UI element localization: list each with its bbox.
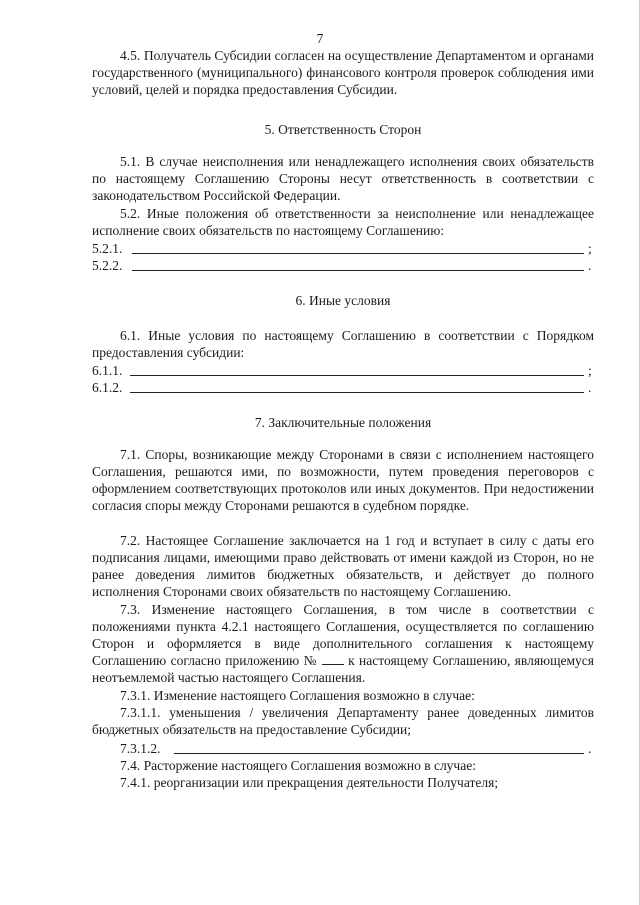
fill-in-line [130, 392, 584, 393]
clause-7-3-text-end: к настоящему Соглашению, являющемуся неотъемлемой частью настоящего Соглашения. [92, 653, 594, 685]
line-end: ; [588, 363, 592, 378]
clause-7-4: 7.4. Расторжение настоящего Соглашения возможно в случае: [120, 758, 476, 773]
clause-7-3-text: 7.3. Изменение настоящего Соглашения, в том числе в соответствии с положениями пункта 4.2.1 настоящего Соглашения, осуществляется по соглашению Сторон и оформляется в виде дополнительного соглашения к настоящему Соглашению согласно приложению № [92, 602, 594, 668]
line-end: . [588, 741, 592, 756]
line-label: 5.2.1. [92, 241, 123, 256]
blank-line-6-1-2 [92, 379, 594, 396]
page-number: 7 [316, 31, 324, 46]
line-label: 6.1.2. [92, 380, 123, 395]
section-heading-7: 7. Заключительные положения [254, 415, 432, 430]
fill-in-line [174, 753, 584, 754]
clause-5-2: 5.2. Иные положения об ответственности за неисполнение или ненадлежащее исполнение своих обязательств по настоящему Соглашению: [92, 206, 594, 238]
line-label: 7.3.1.2. [120, 741, 161, 756]
clause-7-2: 7.2. Настоящее Соглашение заключается на 1 год и вступает в силу с даты его подписания лицами, имеющими право действовать от имени каждой из Сторон, но не ранее доведения лимитов бюджетных обязательств, и действует до полного исполнения Сторонами своих обязательств по настоящему Соглашению. [92, 533, 594, 599]
blank-line-7-3-1-2 [92, 740, 594, 757]
line-label: 5.2.2. [92, 258, 123, 273]
clause-4-5: 4.5. Получатель Субсидии согласен на осуществление Департаментом и органами государственного (муниципального) финансового контроля проверок соблюдения ими условий, целей и порядка предоставления Субсидии. [92, 48, 594, 97]
fill-in-line [132, 253, 584, 254]
section-heading-6: 6. Иные условия [295, 293, 391, 308]
clause-7-4-1: 7.4.1. реорганизации или прекращения деятельности Получателя; [120, 775, 499, 790]
section-heading-5: 5. Ответственность Сторон [264, 122, 422, 137]
line-end: . [588, 380, 592, 395]
fill-in-line [132, 270, 584, 271]
line-label: 6.1.1. [92, 363, 123, 378]
clause-6-1: 6.1. Иные условия по настоящему Соглашению в соответствии с Порядком предоставления субсидии: [92, 328, 594, 360]
fill-in-line [130, 375, 584, 376]
clause-7-1: 7.1. Споры, возникающие между Сторонами в связи с исполнением настоящего Соглашения, решаются ими, по возможности, путем проведения переговоров с оформлением соответствующих протоколов или иных документов. При недостижении согласия споры между Сторонами решаются в судебном порядке. [92, 447, 594, 513]
clause-7-3-1-1: 7.3.1.1. уменьшения / увеличения Департаменту ранее доведенных лимитов бюджетных обязательств на предоставление Субсидии; [92, 705, 594, 737]
blank-line-6-1-1 [92, 362, 594, 379]
blank-line-5-2-1 [92, 240, 594, 257]
clause-5-1: 5.1. В случае неисполнения или ненадлежащего исполнения своих обязательств по настоящему Соглашению Стороны несут ответственность в соответствии с законодательством Российской Федерации. [92, 154, 594, 203]
line-end: ; [588, 241, 592, 256]
appendix-number-blank [322, 652, 344, 665]
clause-7-3 [92, 601, 594, 686]
line-end: . [588, 258, 592, 273]
blank-line-5-2-2 [92, 257, 594, 274]
clause-7-3-1: 7.3.1. Изменение настоящего Соглашения возможно в случае: [120, 688, 475, 703]
